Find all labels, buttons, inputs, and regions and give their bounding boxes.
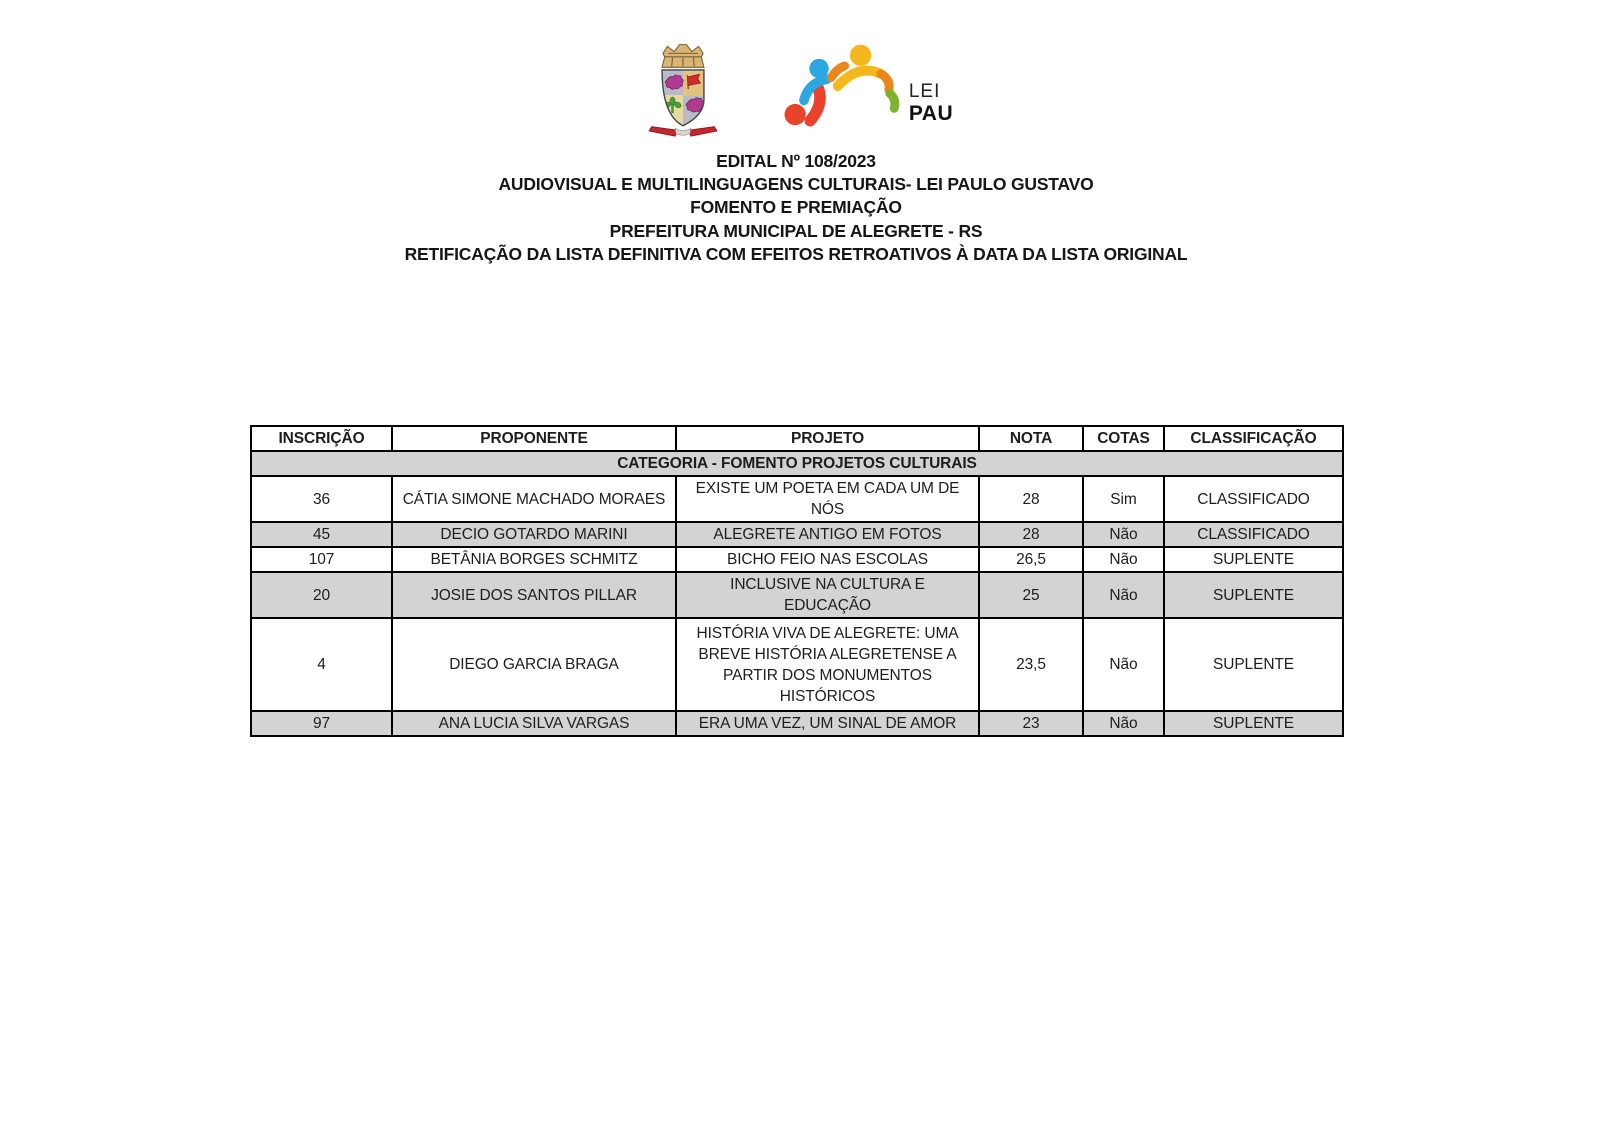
lei-pau-wordmark-line2: PAU [908, 102, 954, 125]
title-line-edital: EDITAL Nº 108/2023 [716, 151, 876, 171]
cell-proponente: DIEGO GARCIA BRAGA [392, 618, 676, 711]
lei-pau-wordmark-line1: LEI [908, 81, 941, 102]
lei-paulo-gustavo-logo [781, 42, 953, 134]
cell-proponente: DECIO GOTARDO MARINI [392, 522, 676, 547]
column-header-cotas: COTAS [1083, 426, 1164, 451]
table-row [251, 522, 1343, 547]
cell-inscricao: 97 [251, 711, 392, 736]
table-header-row [251, 426, 1343, 451]
header-logos [250, 42, 1342, 138]
cell-inscricao: 20 [251, 572, 392, 618]
results-table [250, 425, 1344, 737]
cell-inscricao: 36 [251, 476, 392, 522]
title-line-fomento: FOMENTO E PREMIAÇÃO [690, 197, 902, 218]
title-line-prefeitura: PREFEITURA MUNICIPAL DE ALEGRETE - RS [609, 220, 983, 241]
cell-projeto: ERA UMA VEZ, UM SINAL DE AMOR [676, 711, 979, 736]
column-header-projeto: PROJETO [676, 426, 979, 451]
cell-classificacao: CLASSIFICADO [1164, 522, 1343, 547]
cell-inscricao: 4 [251, 618, 392, 711]
document-title-block [250, 150, 1342, 266]
cell-nota: 23 [979, 711, 1083, 736]
cell-proponente: BETÂNIA BORGES SCHMITZ [392, 547, 676, 572]
table-row [251, 711, 1343, 736]
cell-proponente: ANA LUCIA SILVA VARGAS [392, 711, 676, 736]
table-body [251, 476, 1343, 736]
cell-inscricao: 107 [251, 547, 392, 572]
cell-classificacao: SUPLENTE [1164, 618, 1343, 711]
cell-cotas: Não [1083, 711, 1164, 736]
cell-cotas: Não [1083, 618, 1164, 711]
cell-classificacao: SUPLENTE [1164, 572, 1343, 618]
table-row [251, 476, 1343, 522]
cell-proponente: JOSIE DOS SANTOS PILLAR [392, 572, 676, 618]
cell-cotas: Não [1083, 547, 1164, 572]
title-line-category: AUDIOVISUAL E MULTILINGUAGENS CULTURAIS- LEI PAULO GUSTAVO [498, 174, 1094, 195]
cell-projeto: HISTÓRIA VIVA DE ALEGRETE: UMA BREVE HISTÓRIA ALEGRETENSE A PARTIR DOS MONUMENTOS HISTÓRICOS [676, 618, 979, 711]
cell-cotas: Não [1083, 522, 1164, 547]
table-row [251, 547, 1343, 572]
cell-nota: 28 [979, 476, 1083, 522]
cell-projeto: BICHO FEIO NAS ESCOLAS [676, 547, 979, 572]
column-header-classificacao: CLASSIFICAÇÃO [1164, 426, 1343, 451]
cell-inscricao: 45 [251, 522, 392, 547]
table-row [251, 618, 1343, 711]
cell-projeto: ALEGRETE ANTIGO EM FOTOS [676, 522, 979, 547]
cell-nota: 23,5 [979, 618, 1083, 711]
cell-nota: 25 [979, 572, 1083, 618]
category-row-label: CATEGORIA - FOMENTO PROJETOS CULTURAIS [251, 451, 1343, 476]
cell-cotas: Não [1083, 572, 1164, 618]
lei-pau-wordmark [909, 45, 953, 131]
cell-projeto: EXISTE UM POETA EM CADA UM DE NÓS [676, 476, 979, 522]
cell-classificacao: SUPLENTE [1164, 547, 1343, 572]
cell-classificacao: CLASSIFICADO [1164, 476, 1343, 522]
category-row [251, 451, 1343, 476]
title-line-retificacao: RETIFICAÇÃO DA LISTA DEFINITIVA COM EFEITOS RETROATIVOS À DATA DA LISTA ORIGINAL [404, 243, 1188, 264]
cell-projeto: INCLUSIVE NA CULTURA E EDUCAÇÃO [676, 572, 979, 618]
cell-cotas: Sim [1083, 476, 1164, 522]
column-header-inscricao: INSCRIÇÃO [251, 426, 392, 451]
column-header-proponente: PROPONENTE [392, 426, 676, 451]
table-row [251, 572, 1343, 618]
cell-nota: 26,5 [979, 547, 1083, 572]
document-page [250, 0, 1342, 737]
cell-nota: 28 [979, 522, 1083, 547]
cell-classificacao: SUPLENTE [1164, 711, 1343, 736]
coat-of-arms-icon [639, 42, 727, 138]
column-header-nota: NOTA [979, 426, 1083, 451]
cell-proponente: CÁTIA SIMONE MACHADO MORAES [392, 476, 676, 522]
